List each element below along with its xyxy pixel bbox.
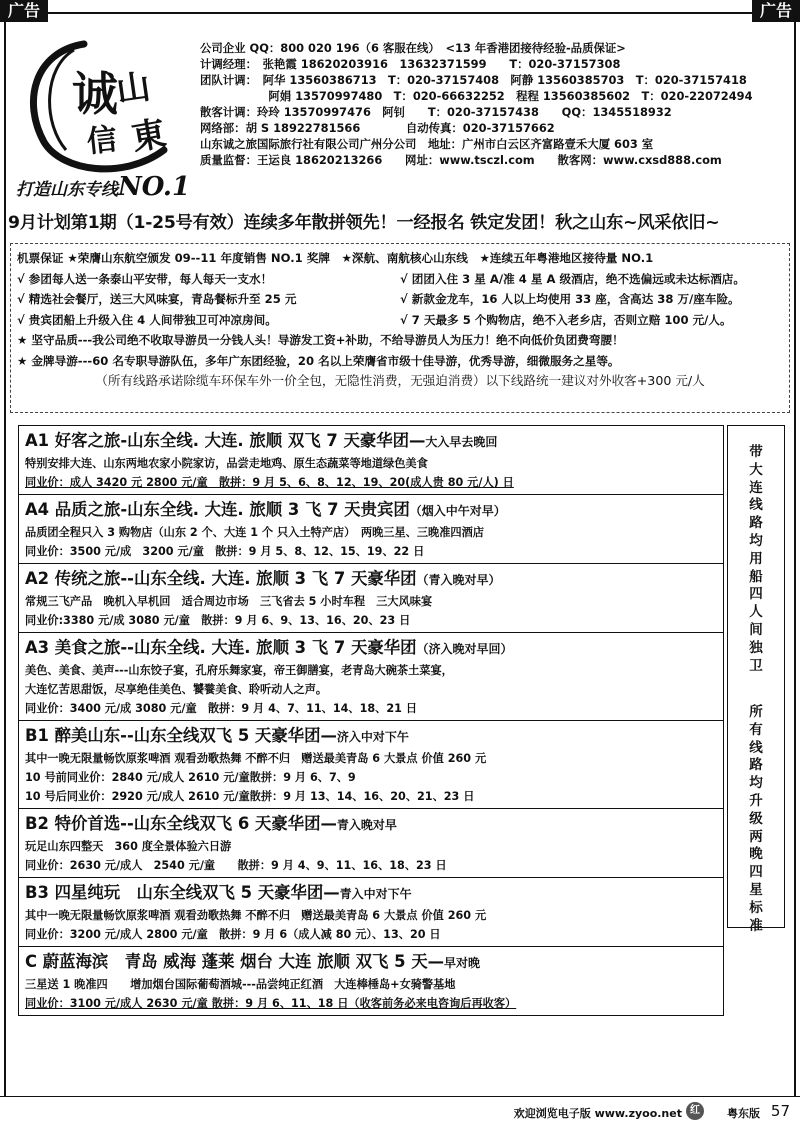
tour-price: 同业价：成人 3420 元 2800 元/童 散拼：9 月 5、6、8、12、19、20(成人贵 80 元/人) 日 xyxy=(25,476,514,489)
tour-title-sub: 早对晚 xyxy=(444,956,481,970)
top-rule xyxy=(48,12,752,14)
side-notice xyxy=(727,425,785,934)
side-notice-ship: 带大连线路均用船四人间独卫 xyxy=(749,444,763,674)
perk-item: √ 7 天最多 5 个购物店，绝不入老乡店，否则立赔 100 元/人。 xyxy=(400,312,732,327)
tour-b2 xyxy=(19,809,723,878)
contact-row: 散客计调：玲玲 13570997476 阿钊 T：020-37157438 QQ：1345518932 xyxy=(200,105,672,119)
ad-tag-left: 广告 xyxy=(0,0,48,22)
tour-desc: 特别安排大连、山东两地农家小院家访，品尝走地鸡、原生态蔬菜等地道绿色美食 xyxy=(25,457,428,470)
tour-title-sub: 青入中对下午 xyxy=(339,887,412,901)
ad-tag-right: 广告 xyxy=(752,0,800,22)
svg-text:诚: 诚 xyxy=(72,67,118,121)
tour-c xyxy=(19,947,723,1015)
footer-edition: 粤东版 xyxy=(727,1107,760,1120)
svg-text:信: 信 xyxy=(85,122,119,160)
tour-title: A1 好客之旅-山东全线. 大连. 旅顺 双飞 7 天豪华团— xyxy=(25,431,426,450)
tour-price: 10 号前同业价：2840 元/成人 2610 元/童散拼：9 月 6、7、9 xyxy=(25,771,356,784)
tour-price: 同业价：2630 元/成人 2540 元/童 散拼：9 月 4、9、11、16、18、23 日 xyxy=(25,859,447,872)
perk-item: √ 贵宾团船上升级入住 4 人间带独卫可冲凉房间。 xyxy=(17,312,277,327)
contact-row: 山东诚之旅国际旅行社有限公司广州分公司 地址：广州市白云区齐富路壹禾大厦 603 室 xyxy=(200,137,654,151)
tour-title: A2 传统之旅--山东全线. 大连. 旅顺 3 飞 7 天豪华团 xyxy=(25,569,417,588)
right-border xyxy=(794,22,796,1097)
contact-row: 阿娟 13570997480 T：020-66632252 程程 13560385602 T：020-22072494 xyxy=(200,89,753,103)
contact-row: 团队计调： 阿华 13560386713 T：020-37157408 阿静 13560385703 T：020-37157418 xyxy=(200,73,747,87)
tour-price: 同业价：3200 元/成人 2800 元/童 散拼：9 月 6（成人减 80 元）、13、20 日 xyxy=(25,928,441,941)
tour-title-sub: 济入中对下午 xyxy=(336,730,409,744)
tour-desc: 大连忆苦思甜饭，尽享绝佳美色、饕餮美食、聆听动人之声。 xyxy=(25,683,328,696)
tour-price: 同业价：3500 元/成 3200 元/童 散拼：9 月 5、8、12、15、19、22 日 xyxy=(25,545,425,558)
tour-desc: 常规三飞产品 晚机入早机回 适合周边市场 三飞省去 5 小时车程 三大风味宴 xyxy=(25,595,433,608)
tour-desc: 其中一晚无限量畅饮原浆啤酒 观看劲歌热舞 不醉不归 赠送最美青岛 6 大景点 价值 260 元 xyxy=(25,909,487,922)
tour-title: B2 特价首选--山东全线双飞 6 天豪华团— xyxy=(25,814,337,833)
side-notice-hotel: 所有线路均升级两晚四星标准 xyxy=(749,704,763,934)
perk-item: √ 新款金龙车，16 人以上均使用 33 座，含高达 38 万/座车险。 xyxy=(400,292,740,306)
contact-row: 网络部：胡 S 18922781566 自动传真：020-37157662 xyxy=(200,121,555,135)
tour-title: B3 四星纯玩 山东全线双飞 5 天豪华团— xyxy=(25,883,340,902)
tour-a4 xyxy=(19,495,723,564)
contact-block xyxy=(200,40,790,168)
tour-a2 xyxy=(19,564,723,633)
perks-box xyxy=(10,243,790,413)
footer-seal: 红 xyxy=(686,1102,704,1120)
tour-title-sub: （青入晚对早） xyxy=(416,573,501,587)
perk-item: √ 精选社会餐厅，送三大风味宴，青岛餐标升至 25 元 xyxy=(17,292,297,306)
tour-title-sub: （烟入中午对早） xyxy=(409,504,506,518)
tour-b1 xyxy=(19,721,723,809)
tour-title-sub: 大入早去晚回 xyxy=(425,435,498,449)
tour-price: 10 号后同业价：2920 元/成人 2610 元/童散拼：9 月 13、14、16、20、21、23 日 xyxy=(25,790,475,803)
left-border xyxy=(4,22,6,1097)
tour-title: A3 美食之旅--山东全线. 大连. 旅顺 3 飞 7 天豪华团 xyxy=(25,638,417,657)
contact-row: 公司企业 QQ：800 020 196（6 客服在线） <13 年香港团接待经验-品质保证> xyxy=(200,41,626,55)
perk-star: ★ 坚守品质---我公司绝不收取导游员一分钱人头！导游发工资+补助，不给导游员人为压力！绝不向低价负团费弯腰！ xyxy=(17,333,624,347)
tour-desc: 三星送 1 晚准四 增加烟台国际葡萄酒城---品尝纯正红酒 大连棒棰岛+女骑警基地 xyxy=(25,978,456,991)
tour-desc: 玩足山东四整天 360 度全景体验六日游 xyxy=(25,840,232,853)
tour-a1 xyxy=(19,426,723,495)
page-footer xyxy=(0,1096,800,1125)
contact-row: 计调经理： 张艳霞 18620203916 13632371599 T：020-37157308 xyxy=(200,57,621,71)
tour-title-sub: 青入晚对早 xyxy=(336,818,397,832)
svg-text:山: 山 xyxy=(113,66,153,111)
tour-title: B1 醉美山东--山东全线双飞 5 天豪华团— xyxy=(25,726,337,745)
tour-price: 同业价:3380 元/成 3080 元/童 散拼：9 月 6、9、13、16、20、23 日 xyxy=(25,614,411,627)
footer-site: 欢迎浏览电子版 www.zyoo.net xyxy=(513,1107,682,1120)
contact-row: 质量监督：王运良 18620213266 网址：www.tsczl.com 散客网：www.cxsd888.com xyxy=(200,153,722,167)
slogan: 打造山东专线NO.1 xyxy=(16,172,191,202)
tour-desc: 美色、美食、美声---山东饺子宴，孔府乐舞家宴，帝王御膳宴，老青岛大碗茶土菜宴， xyxy=(25,664,453,677)
tour-desc: 其中一晚无限量畅饮原浆啤酒 观看劲歌热舞 不醉不归 赠送最美青岛 6 大景点 价值 260 元 xyxy=(25,752,487,765)
perk-pair xyxy=(17,310,783,331)
tour-desc: 品质团全程只入 3 购物店（山东 2 个、大连 1 个 只入土特产店） 两晚三星、三晚准四酒店 xyxy=(25,526,484,539)
tour-title: A4 品质之旅-山东全线. 大连. 旅顺 3 飞 7 天贵宾团 xyxy=(25,500,410,519)
tour-b3 xyxy=(19,878,723,947)
perk-pair xyxy=(17,289,783,310)
tour-price: 同业价：3100 元/成人 2630 元/童 散拼：9 月 6、11、18 日（收客前务必来电咨询后再收客） xyxy=(25,997,517,1010)
perk-pair xyxy=(17,269,783,290)
tour-list xyxy=(18,425,724,1016)
page-number: 57 xyxy=(770,1102,790,1120)
perk-note: （所有线路承诺除缆车环保车外一价全包，无隐性消费，无强迫消费）以下线路统一建议对外收客+300 元/人 xyxy=(95,373,705,388)
slogan-no1: NO.1 xyxy=(118,172,191,202)
perk-line: 机票保证 ★荣膺山东航空颁发 09--11 年度销售 NO.1 奖牌 ★深航、南航核心山东线 ★连续五年粤港地区接待量 NO.1 xyxy=(17,251,654,265)
perk-item: √ 参团每人送一条泰山平安带，每人每天一支水！ xyxy=(17,271,273,286)
perk-star: ★ 金牌导游---60 名专职导游队伍，多年广东团经验，20 名以上荣膺省市级十佳导游，优秀导游，细微服务之星等。 xyxy=(17,353,620,368)
tour-price: 同业价：3400 元/成 3080 元/童 散拼：9 月 4、7、11、14、18、21 日 xyxy=(25,702,418,715)
headline: 9月计划第1期（1-25号有效）连续多年散拼领先！一经报名 铁定发团！秋之山东~风采依旧~ xyxy=(8,213,720,233)
tour-title: C 蔚蓝海滨 青岛 威海 蓬莱 烟台 大连 旅顺 双飞 5 天— xyxy=(25,952,444,971)
tour-title-sub: （济入晚对早回） xyxy=(416,642,513,656)
tour-a3 xyxy=(19,633,723,721)
svg-text:東: 東 xyxy=(128,113,170,159)
perk-item: √ 团团入住 3 星 A/准 4 星 A 级酒店，绝不选偏远或未达标酒店。 xyxy=(400,271,745,286)
